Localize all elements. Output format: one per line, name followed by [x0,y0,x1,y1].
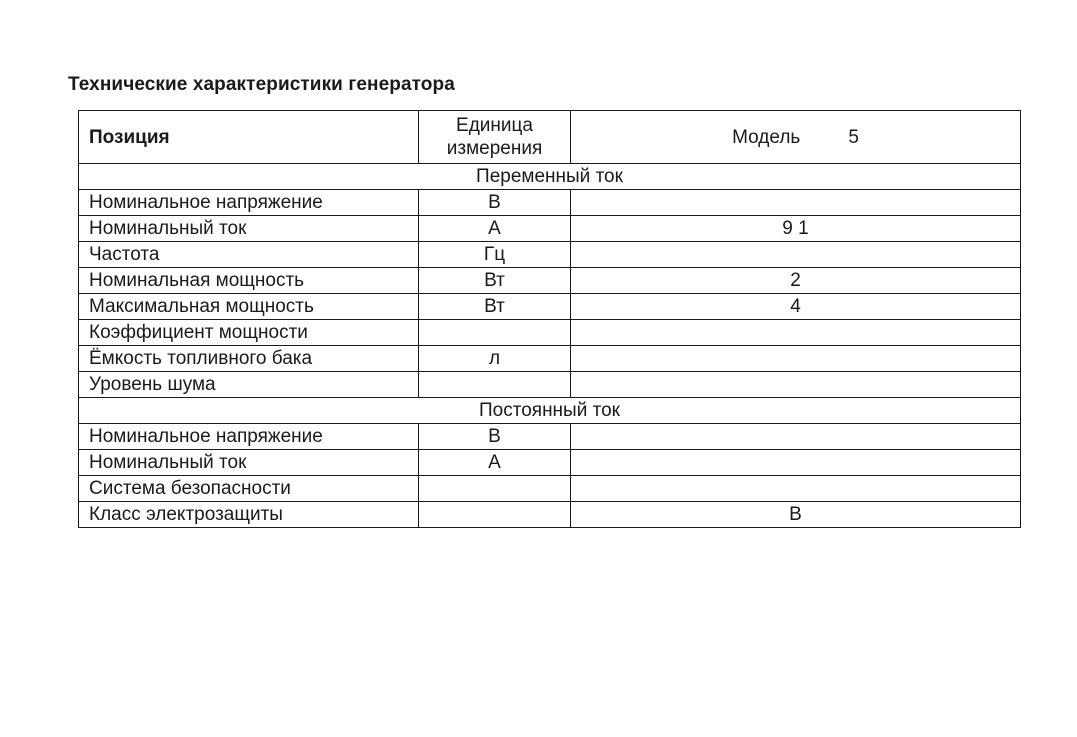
header-model-value: 5 [848,126,859,148]
cell-value [571,372,1021,398]
cell-unit: А [419,450,571,476]
cell-value: 2 [571,268,1021,294]
cell-position: Номинальная мощность [79,268,419,294]
cell-unit [419,502,571,528]
section-row-dc [79,398,1021,424]
cell-value [571,190,1021,216]
section-title: Постоянный ток [79,398,1021,424]
cell-value: В [571,502,1021,528]
cell-position: Номинальный ток [79,450,419,476]
header-unit-line1: Единица [456,115,533,136]
table-row [79,476,1021,502]
table-row [79,216,1021,242]
section-row-ac [79,164,1021,190]
document-title: Технические характеристики генератора [68,74,455,95]
header-unit-line2: измерения [446,138,543,159]
table-row [79,268,1021,294]
cell-unit: Вт [419,294,571,320]
cell-position: Коэффициент мощности [79,320,419,346]
cell-value: 9 1 [571,216,1021,242]
cell-position: Номинальное напряжение [79,424,419,450]
header-position: Позиция [79,111,419,164]
header-model-label: Модель [732,126,801,148]
cell-unit: л [419,346,571,372]
table-row [79,372,1021,398]
cell-unit: А [419,216,571,242]
cell-value [571,450,1021,476]
cell-position: Номинальный ток [79,216,419,242]
cell-unit [419,320,571,346]
cell-position: Уровень шума [79,372,419,398]
cell-position: Максимальная мощность [79,294,419,320]
header-unit [419,111,571,164]
header-model [571,111,1021,164]
cell-value [571,424,1021,450]
cell-position: Номинальное напряжение [79,190,419,216]
table-row [79,346,1021,372]
cell-position: Частота [79,242,419,268]
table-header-row [79,111,1021,164]
cell-unit: Вт [419,268,571,294]
cell-unit: В [419,190,571,216]
cell-position: Класс электрозащиты [79,502,419,528]
table-row [79,424,1021,450]
cell-position: Система безопасности [79,476,419,502]
cell-unit: Гц [419,242,571,268]
cell-value [571,346,1021,372]
table-row [79,320,1021,346]
cell-value [571,242,1021,268]
cell-unit: В [419,424,571,450]
specifications-table [78,110,1021,528]
cell-unit [419,476,571,502]
cell-unit [419,372,571,398]
cell-value: 4 [571,294,1021,320]
table-row [79,450,1021,476]
cell-position: Ёмкость топливного бака [79,346,419,372]
cell-value [571,476,1021,502]
table-row [79,502,1021,528]
cell-value [571,320,1021,346]
section-title: Переменный ток [79,164,1021,190]
table-row [79,242,1021,268]
table-row [79,190,1021,216]
table-row [79,294,1021,320]
